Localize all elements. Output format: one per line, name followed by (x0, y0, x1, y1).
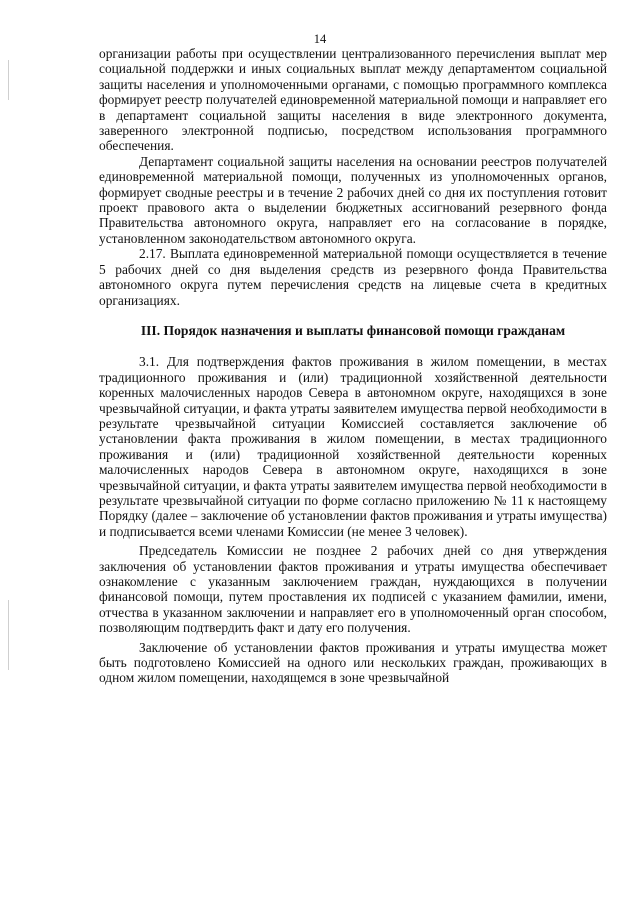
paragraph: 2.17. Выплата единовременной материальной помощи осуществляется в течение 5 рабочих дней со дня выделения средств из резервного фонда Правительства автономного округа путем перечисления средств на лицевые счета в кредитных организациях. (99, 246, 607, 308)
page-number: 14 (313, 32, 327, 46)
paragraph: организации работы при осуществлении централизованного перечисления выплат мер социальной поддержки и иных социальных выплат между департаментом социальной защиты населения и уполномоченными органами, с помощью программного комплекса формирует реестр получателей единовременной материальной помощи и направляет его в департамент социальной защиты населения в виде электронного документа, заверенного электронной подписью, посредством использования программного обеспечения. (99, 46, 607, 154)
paragraph: Департамент социальной защиты населения на основании реестров получателей единовременной материальной помощи, полученных из уполномоченных органов, формирует сводные реестры и в течение 2 рабочих дней со дня их поступления готовит проект правового акта о выделении бюджетных ассигнований резервного фонда Правительства автономного округа, направляет его на согласование в порядке, установленном законодательством автономного округа. (99, 153, 607, 246)
scan-artifact (8, 60, 9, 100)
paragraph: 3.1. Для подтверждения фактов проживания в жилом помещении, в местах традиционного проживания и (или) традиционной хозяйственной деятельности коренных малочисленных народов Севера в автономном округе, находящихся в зоне чрезвычайной ситуации, и факта утраты заявителем имущества первой необходимости в результате чрезвычайной ситуации Комиссией составляется заключение об установлении факта проживания в жилом помещении, в местах традиционного проживания и (или) традиционной хозяйственной деятельности коренных малочисленных народов Севера в автономном округе, находящихся в зоне чрезвычайной ситуации, и факта утраты заявителем имущества первой необходимости в результате чрезвычайной ситуации по форме согласно приложению № 11 к настоящему Порядку (далее – заключение об установлении фактов проживания и утраты имущества) и подписывается всеми членами Комиссии (не менее 3 человек). (99, 354, 607, 539)
paragraph: Председатель Комиссии не позднее 2 рабочих дней со дня утверждения заключения об установлении фактов проживания и утраты имущества обеспечивает ознакомление с указанным заключением граждан, нуждающихся в получении финансовой помощи, путем проставления их подписей с указанием фамилии, имени, отчества в указанном заключении и направляет его в уполномоченный орган способом, позволяющим подтвердить факт и дату его получения. (99, 543, 607, 636)
paragraph: Заключение об установлении фактов проживания и утраты имущества может быть подготовлено Комиссией на одного или нескольких граждан, проживающих в одном жилом помещении, находящемся в зоне чрезвычайной (99, 639, 607, 686)
document-body (99, 46, 607, 686)
scan-artifact (8, 600, 9, 670)
section-heading: III. Порядок назначения и выплаты финансовой помощи гражданам (140, 322, 566, 338)
